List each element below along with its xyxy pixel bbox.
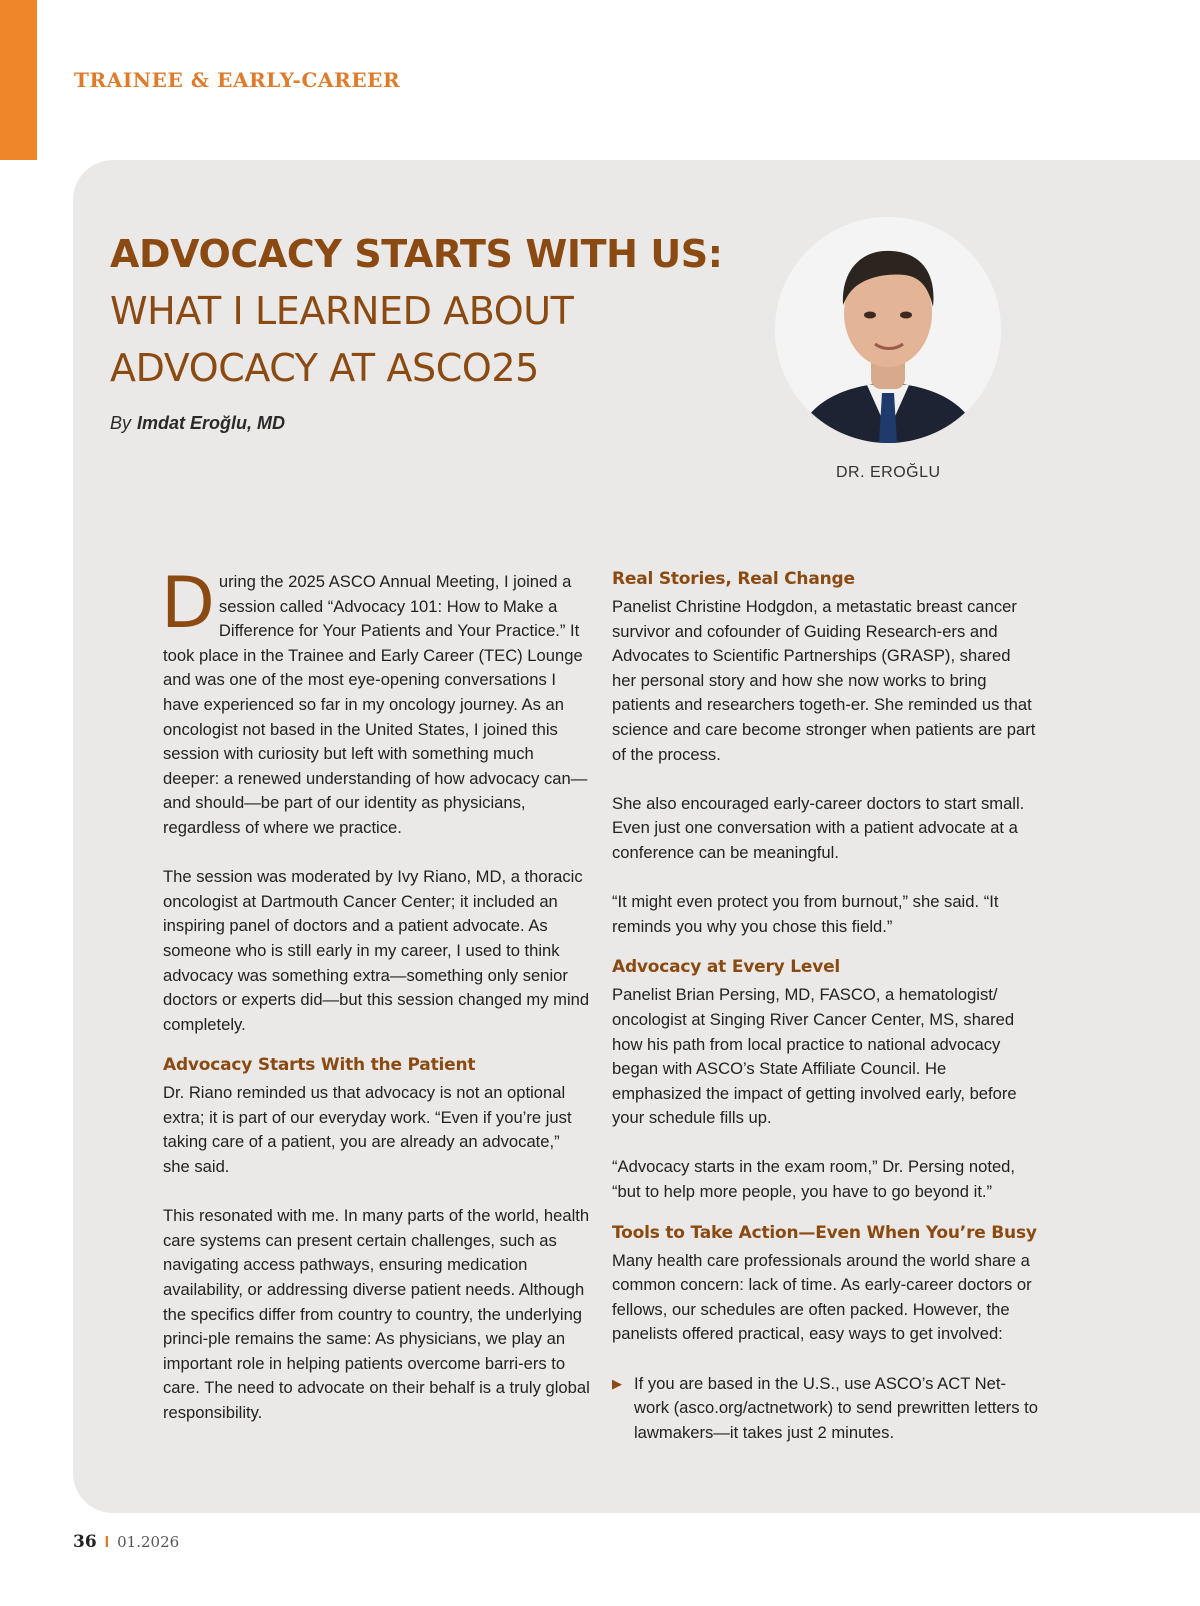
- subheading: Advocacy Starts With the Patient: [163, 1055, 476, 1076]
- intro-paragraph: [161, 562, 590, 841]
- subheading: Real Stories, Real Change: [612, 569, 855, 589]
- paragraph: She also encouraged early-career doctors to start small. Even just one conversation with a patient advocate at a conference can be meaningful.: [612, 793, 1025, 862]
- intro-text: uring the 2025 ASCO Annual Meeting, I joined a session called “Advocacy 101: How to Make a Difference for Your Patients and Your Practice.” It took place in the Trainee and Early Career (TEC) Lounge and was one of the most eye-opening conversations I have experienced so far in my oncology journey. As an oncologist not based in the United States, I joined this session with curiosity but left with something much deeper: a renewed understanding of how advocacy can—and should—be part of our identity as physicians, regardless of where we practice.: [163, 572, 588, 837]
- byline-prefix: By: [110, 413, 132, 433]
- byline-author: Imdat Eroğlu, MD: [137, 413, 286, 433]
- page-number: 36: [73, 1532, 97, 1552]
- subheading: Advocacy at Every Level: [612, 957, 841, 978]
- article-title: [110, 226, 750, 397]
- article-column-right: [612, 567, 1039, 1445]
- section-color-tab: [0, 0, 37, 160]
- bullet-item: [612, 1372, 1039, 1446]
- issue-date: 01.2026: [117, 1533, 180, 1551]
- paragraph: Dr. Riano reminded us that advocacy is not an optional extra; it is part of our everyday work. “Even if you’re just taking care of a patient, you are already an advocate,” she said.: [163, 1083, 572, 1177]
- paragraph: Panelist Christine Hodgdon, a metastatic breast cancer survivor and cofounder of Guiding Research-ers and Advocates to Scientific Partnerships (GRASP), shared her personal story and how she now works to bring patients and researchers togeth-er. She reminded us that science and care become stronger when patients are part of the process.: [612, 597, 1036, 764]
- page-footer: [73, 1532, 179, 1552]
- quote-paragraph: “Advocacy starts in the exam room,” Dr. Persing noted, “but to help more people, you have to go beyond it.”: [612, 1157, 1016, 1202]
- title-line-2: WHAT I LEARNED ABOUT: [110, 289, 574, 333]
- title-line-3: ADVOCACY AT ASCO25: [110, 346, 539, 390]
- drop-cap: D: [161, 562, 215, 644]
- triangle-bullet-icon: ▶: [612, 1375, 622, 1391]
- article-column-left: [161, 562, 590, 1426]
- section-label: TRAINEE & EARLY-CAREER: [74, 68, 401, 92]
- paragraph: Panelist Brian Persing, MD, FASCO, a hematologist/ oncologist at Singing River Cancer Center, MS, shared how his path from local practice to national advocacy began with ASCO’s State Affiliate Council. He emphasized the impact of getting involved early, before your schedule fills up.: [612, 985, 1017, 1128]
- bullet-text: If you are based in the U.S., use ASCO’s ACT Net-work (asco.org/actnetwork) to send prewritten letters to lawmakers—it takes just 2 minutes.: [634, 1373, 1038, 1442]
- paragraph: Many health care professionals around the world share a common concern: lack of time. As early-career doctors or fellows, our schedules are often packed. However, the panelists offered practical, easy ways to get involved:: [612, 1250, 1032, 1344]
- footer-separator: I: [104, 1534, 110, 1551]
- author-portrait: [775, 217, 1001, 443]
- paragraph: The session was moderated by Ivy Riano, MD, a thoracic oncologist at Dartmouth Cancer Center; it included an inspiring panel of doctors and a patient advocate. As someone who is still early in my career, I used to think advocacy was something extra—something only senior doctors or experts did—but this session changed my mind completely.: [163, 867, 590, 1034]
- quote-paragraph: “It might even protect you from burnout,” she said. “It reminds you why you chose this field.”: [612, 892, 999, 936]
- paragraph: This resonated with me. In many parts of the world, health care systems can present certain challenges, such as navigating access pathways, ensuring medication availability, or addressing diverse patient needs. Although the specifics differ from country to country, the underlying princi-ple remains the same: As physicians, we play an important role in helping patients overcome barri-ers to care. The need to advocate on their behalf is a truly global responsibility.: [163, 1206, 590, 1422]
- byline: [110, 413, 285, 434]
- portrait-caption: DR. EROĞLU: [836, 464, 941, 481]
- subheading: Tools to Take Action—Even When You’re Busy: [612, 1222, 1037, 1243]
- title-line-1: ADVOCACY STARTS WITH US:: [110, 232, 723, 276]
